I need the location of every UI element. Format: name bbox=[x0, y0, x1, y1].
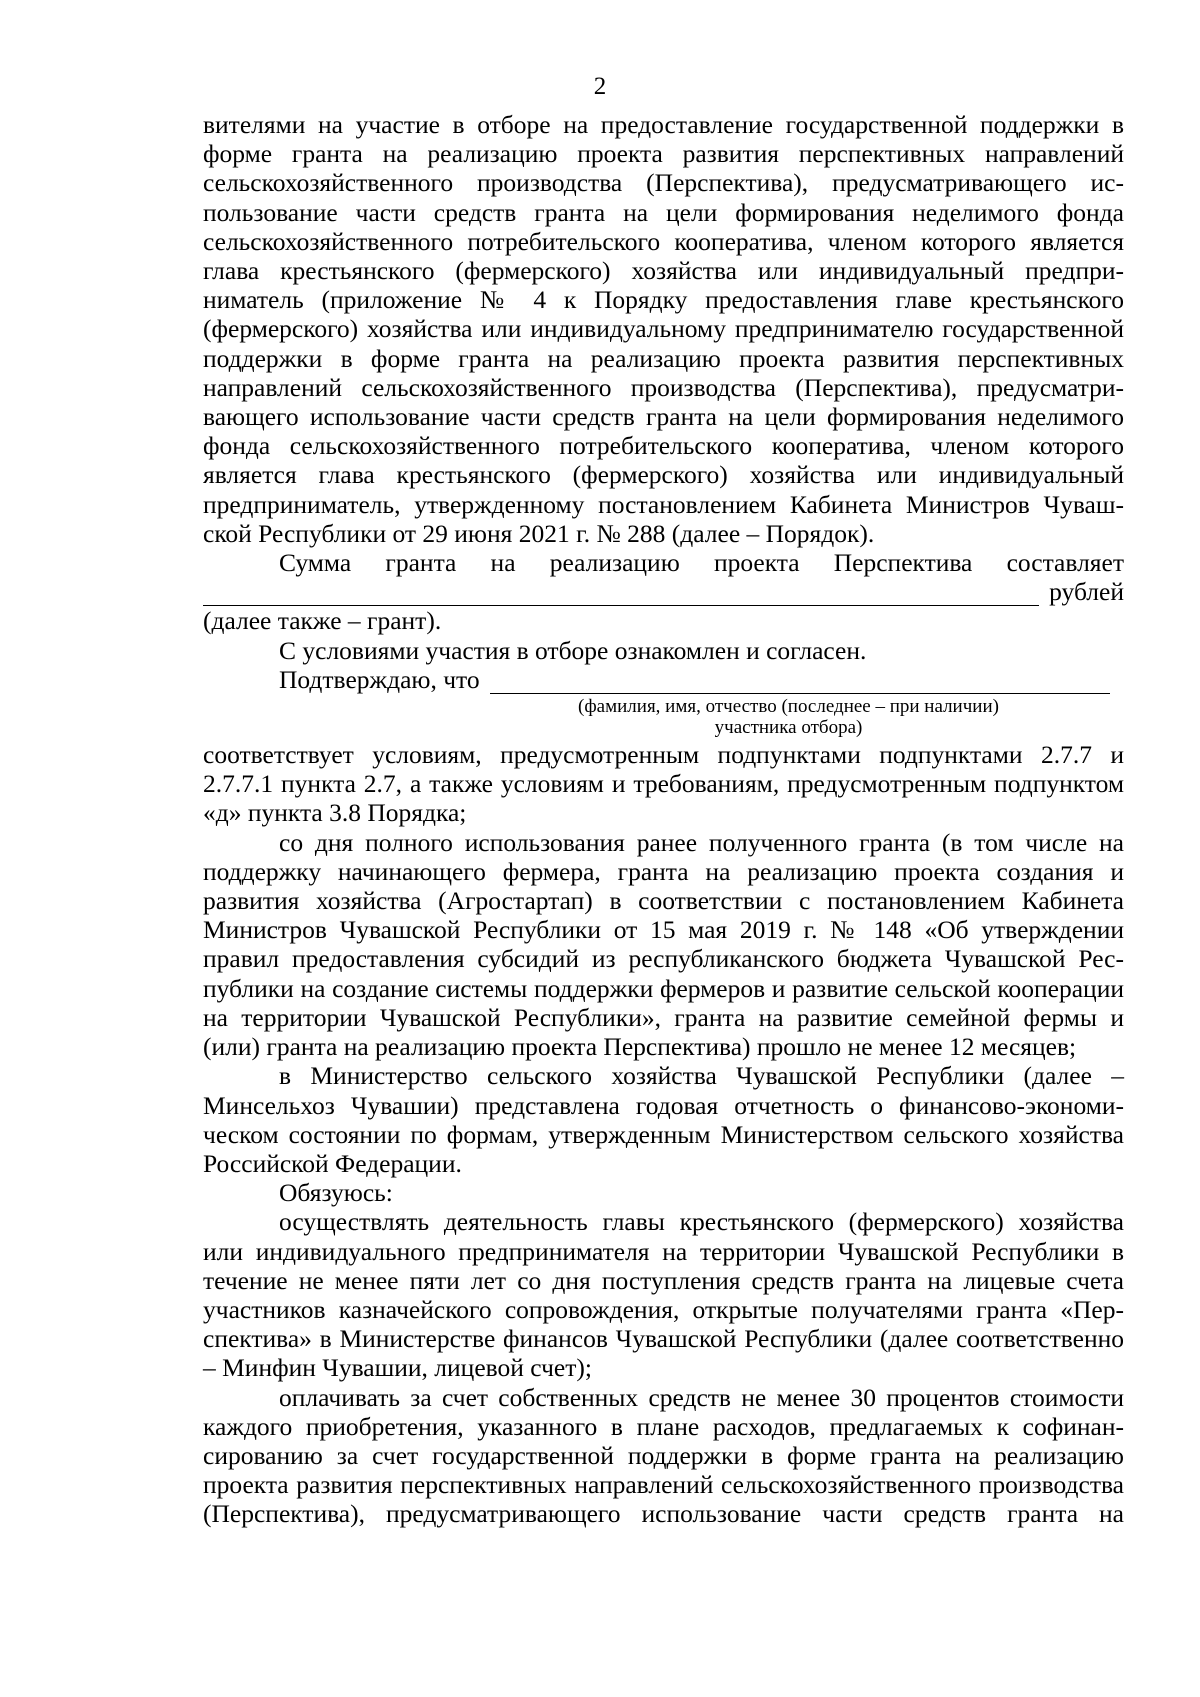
paragraph-reporting: в Министерство сельского хозяйства Чувашской Республики (далее – Минсельхоз Чувашии) представлена годовая отчетность о финансово-экономическом состоянии по формам, утвержденным Министерством сельского хозяйства Российской Федерации. bbox=[203, 1061, 1124, 1178]
paragraph-agreement: С условиями участия в отборе ознакомлен и согласен. bbox=[279, 635, 867, 665]
confirm-label: Подтверждаю, что bbox=[279, 664, 480, 694]
grant-definition: (далее также – грант). bbox=[203, 606, 442, 636]
grant-sum-line: Сумма гранта на реализацию проекта Перспектива составляет bbox=[279, 548, 1124, 578]
document-body bbox=[203, 110, 1124, 1529]
caption-fio: (фамилия, имя, отчество (последнее – при наличии) bbox=[578, 696, 999, 718]
paragraph-conditions: соответствует условиям, предусмотренным подпунктами подпунктами 2.7.7 и 2.7.7.1 пункта 2.7, а также условиям и требованиям, предусмотренным подпунктом «д» пункта 3.8 Порядка; bbox=[203, 740, 1124, 828]
rubles-label: рублей bbox=[1049, 577, 1124, 607]
grant-sum-blank[interactable] bbox=[203, 581, 1039, 606]
page-number: 2 bbox=[593, 73, 607, 100]
participant-name-blank[interactable] bbox=[490, 669, 1110, 694]
confirm-line bbox=[203, 665, 1124, 694]
paragraph-previous-grant: со дня полного использования ранее полученного гранта (в том числе на поддержку начинающего фермера, гранта на реализацию проекта создания и развития хозяйства (Агростартап) в соответствии с постановлением Кабинета Министров Чувашской Республики от 15 мая 2019 г. № 148 «Об утверждении правил предоставления субсидий из республиканского бюджета Чувашской Республики на создание системы поддержки фермеров и развитие сельской кооперации на территории Чувашской Республики», гранта на развитие семейной фермы и (или) гранта на реализацию проекта Перспектива) прошло не менее 12 месяцев; bbox=[203, 827, 1124, 1062]
paragraph-applicants: вителями на участие в отборе на предоставление государственной поддержки в форме гранта на реализацию проекта развития перспективных направлений сельскохозяйственного производства (Перспектива), предусматривающего использование части средств гранта на цели формирования неделимого фонда сельскохозяйственного потребительского кооператива, членом которого является глава крестьянского (фермерского) хозяйства или индивидуальный предприниматель (приложение № 4 к Порядку предоставления главе крестьянского (фермерского) хозяйства или индивидуальному предпринимателю государственной поддержки в форме гранта на реализацию проекта развития перспективных направлений сельскохозяйственного производства (Перспектива), предусматривающего использование части средств гранта на цели формирования неделимого фонда сельскохозяйственного потребительского кооператива, членом которого является глава крестьянского (фермерского) хозяйства или индивидуальный предприниматель, утвержденному постановлением Кабинета Министров Чувашской Республики от 29 июня 2021 г. № 288 (далее – Порядок). bbox=[203, 110, 1124, 548]
caption-participant: участника отбора) bbox=[714, 717, 863, 739]
paragraph-cofinancing: оплачивать за счет собственных средств не менее 30 процентов стоимости каждого приобретения, указанного в плане расходов, предлагаемых к софинансированию за счет государственной поддержки в форме гранта на реализацию проекта развития перспективных направлений сельскохозяйственного производства (Перспектива), предусматривающего использование части средств гранта на bbox=[203, 1382, 1124, 1529]
grant-sum-blank-line bbox=[203, 577, 1124, 606]
paragraph-activity: осуществлять деятельность главы крестьянского (фермерского) хозяйства или индивидуального предпринимателя на территории Чувашской Республики в течение не менее пяти лет со дня поступления средств гранта на лицевые счета участников казначейского сопровождения, открытые получателями гранта «Перспектива» в Министерстве финансов Чувашской Республики (далее соответственно – Минфин Чувашии, лицевой счет); bbox=[203, 1207, 1124, 1383]
paragraph-obligations-heading: Обязуюсь: bbox=[279, 1178, 393, 1208]
